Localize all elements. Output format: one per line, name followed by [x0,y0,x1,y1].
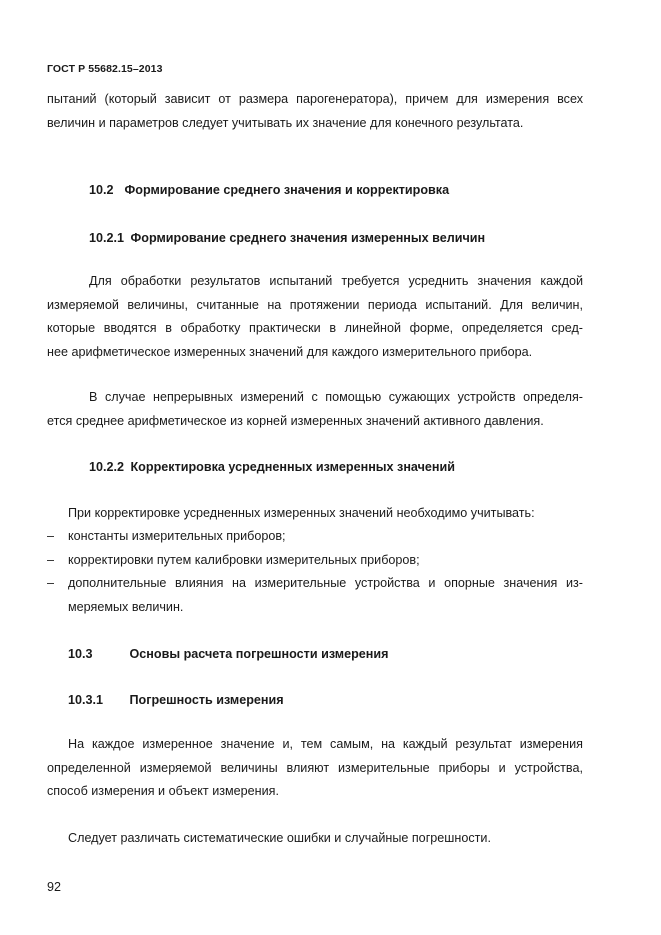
paragraph-continuous-measurement [47,386,583,433]
intro-paragraph [47,88,583,135]
correction-list [47,525,583,619]
list-item: – корректировки путем калибровки измерительных приборов; [47,549,583,573]
section-heading-10-3 [68,647,388,661]
list-item: – константы измерительных приборов; [47,525,583,549]
section-number: 10.3 [68,647,93,661]
paragraph-line: нее арифметическое измеренных значений для каждого измерительного прибора. [47,344,533,359]
paragraph-line: измеряемой величины, считанные на протяжении периода испытаний. Для величин, [47,297,583,312]
paragraph-line: На каждое измеренное значение и, тем самым, на каждый результат измерения [68,737,583,751]
section-number: 10.2 [89,183,114,197]
paragraph-line: Для обработки результатов испытаний требуется усреднить значения каждой [89,274,583,288]
section-number: 10.2.1 [89,231,125,245]
section-title: Основы расчета погрешности измерения [129,647,389,661]
section-title: Погрешность измерения [129,693,284,707]
paragraph-error-types: Следует различать систематические ошибки и случайные погрешности. [68,831,491,845]
list-dash: – [47,529,55,543]
section-number: 10.2.2 [89,460,125,474]
list-dash: – [47,552,55,567]
page-number: 92 [47,880,62,894]
paragraph-line: величин и параметров следует учитывать их значение для конечного результата. [47,115,524,130]
paragraph-line: которые вводятся в обработку практически в линейной форме, определяется сред- [47,321,583,335]
list-item: – дополнительные влияния на измерительные устройства и опорные значения из- [47,572,583,596]
paragraph-line: В случае непрерывных измерений с помощью сужающих устройств определя- [89,390,583,404]
section-heading-10-3-1 [68,693,284,707]
list-dash: – [47,576,55,590]
list-item-continuation: меряемых величин. [68,599,184,614]
paragraph-line: способ измерения и объект измерения. [47,784,279,798]
document-header: ГОСТ Р 55682.15–2013 [47,63,163,75]
section-heading-10-2 [89,183,449,197]
section-title: Корректировка усредненных измеренных значений [130,460,456,474]
paragraph-line: определенной измеряемой величины влияют измерительные приборы и устройства, [47,760,583,775]
paragraph-line: ется среднее арифметическое из корней измеренных значений активного давления. [47,413,544,428]
section-title: Формирование среднего значения и корректировка [124,183,450,197]
paragraph-line: пытаний (который зависит от размера парогенератора), причем для измерения всех [47,92,583,106]
section-number: 10.3.1 [68,693,104,707]
list-intro: При корректировке усредненных измеренных значений необходимо учитывать: [68,506,535,520]
section-title: Формирование среднего значения измеренных величин [130,231,486,245]
section-heading-10-2-1 [89,231,485,245]
section-heading-10-2-2 [89,460,455,474]
paragraph-averaging [47,270,583,364]
paragraph-measurement-influence [47,733,583,804]
